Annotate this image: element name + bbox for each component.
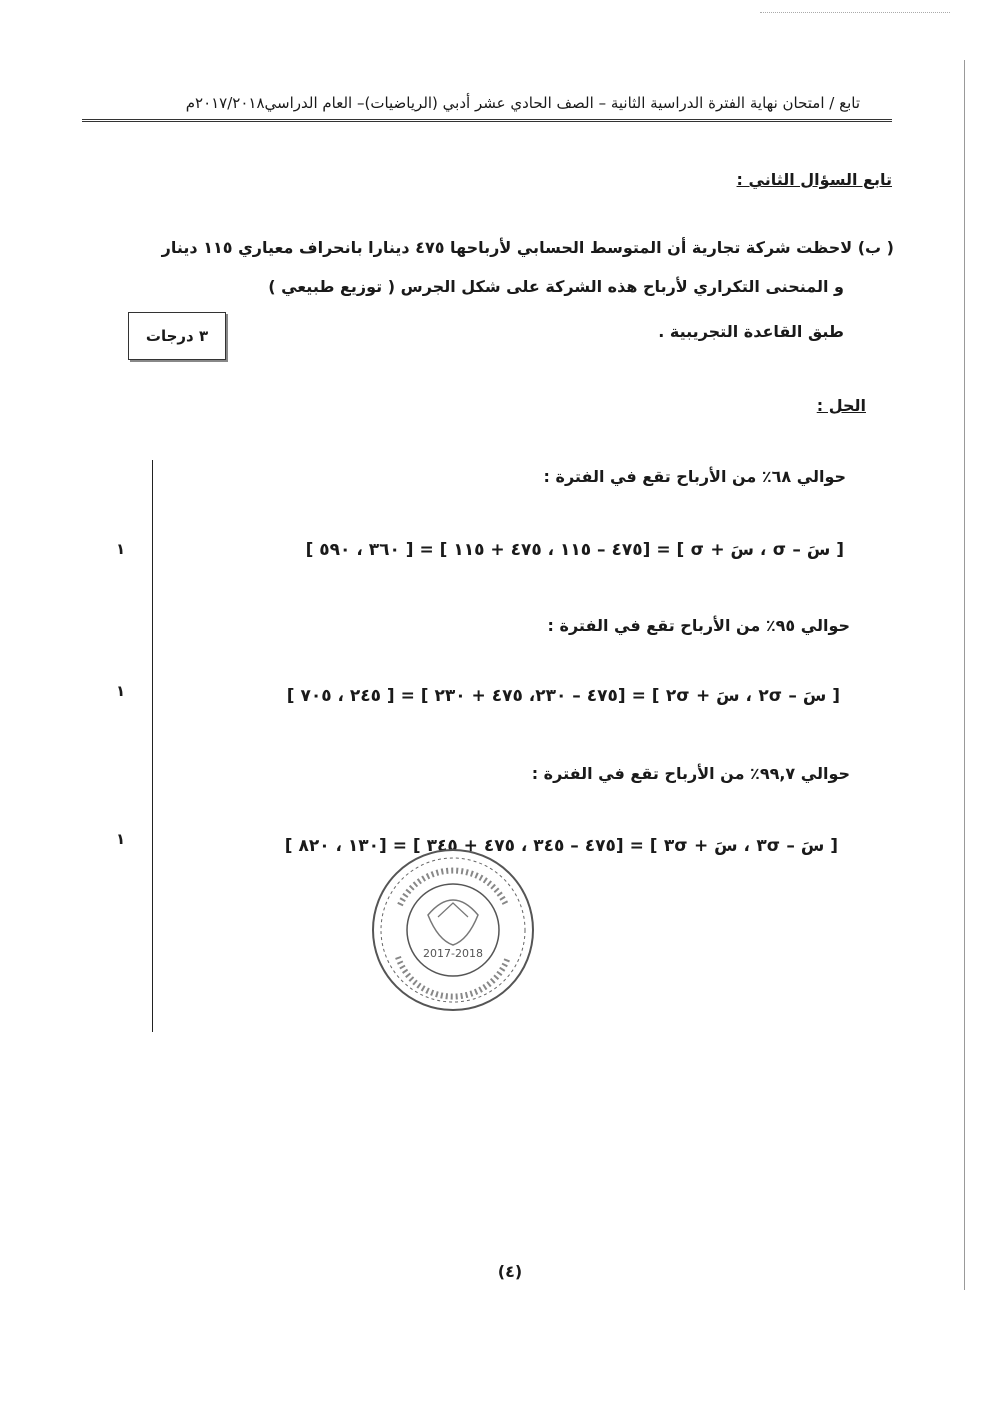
step-1-equation: [ سَ – σ ، سَ + σ ] = [٤٧٥ – ١١٥ ، ٤٧٥ + ١١٥ ] = [ ٣٦٠ ، ٥٩٠ ] bbox=[305, 540, 844, 560]
question-line-2: و المنحنى التكراري لأرباح هذه الشركة على شكل الجرس ( توزيع طبيعي ) bbox=[268, 277, 844, 296]
step-3-equation: [ سَ – ٣σ ، سَ + ٣σ ] = [٤٧٥ – ٣٤٥ ، ٤٧٥ + ٣٤٥ ] = [١٣٠ ، ٨٢٠ ] bbox=[284, 836, 838, 856]
page-number: (٤) bbox=[497, 1262, 523, 1281]
page-edge-line bbox=[964, 60, 965, 1290]
question-line-1: ( ب) لاحظت شركة تجارية أن المتوسط الحسابي لأرباحها ٤٧٥ دينارا بانحراف معياري ١١٥ دينار bbox=[161, 238, 894, 257]
step-3-score: ١ bbox=[116, 830, 126, 848]
header-rule bbox=[82, 119, 892, 122]
step-1-score: ١ bbox=[116, 540, 126, 558]
solution-label: الحل : bbox=[816, 396, 866, 415]
step-3-statement: حوالي ٩٩,٧٪ من الأرباح تقع في الفترة : bbox=[531, 764, 850, 783]
section-title: تابع السؤال الثاني : bbox=[736, 170, 892, 189]
question-line-3: طبق القاعدة التجريبية . bbox=[658, 322, 844, 341]
step-2-statement: حوالي ٩٥٪ من الأرباح تقع في الفترة : bbox=[547, 616, 850, 635]
official-seal bbox=[368, 845, 538, 1015]
exam-header: تابع / امتحان نهاية الفترة الدراسية الثانية – الصف الحادي عشر أدبي (الرياضيات)– العام الدراسي٢٠١٧/٢٠١٨م bbox=[185, 94, 860, 112]
step-1-statement: حوالي ٦٨٪ من الأرباح تقع في الفترة : bbox=[543, 467, 846, 486]
step-2-equation: [ سَ – ٢σ ، سَ + ٢σ ] = [٤٧٥ – ٢٣٠، ٤٧٥ + ٢٣٠ ] = [ ٢٤٥ ، ٧٠٥ ] bbox=[286, 686, 840, 706]
step-2-score: ١ bbox=[116, 682, 126, 700]
marks-box: ٣ درجات bbox=[128, 312, 226, 360]
seal-year: 2017-2018 bbox=[423, 947, 483, 960]
top-dotted-line bbox=[760, 12, 950, 13]
marking-margin-line bbox=[152, 460, 153, 1032]
